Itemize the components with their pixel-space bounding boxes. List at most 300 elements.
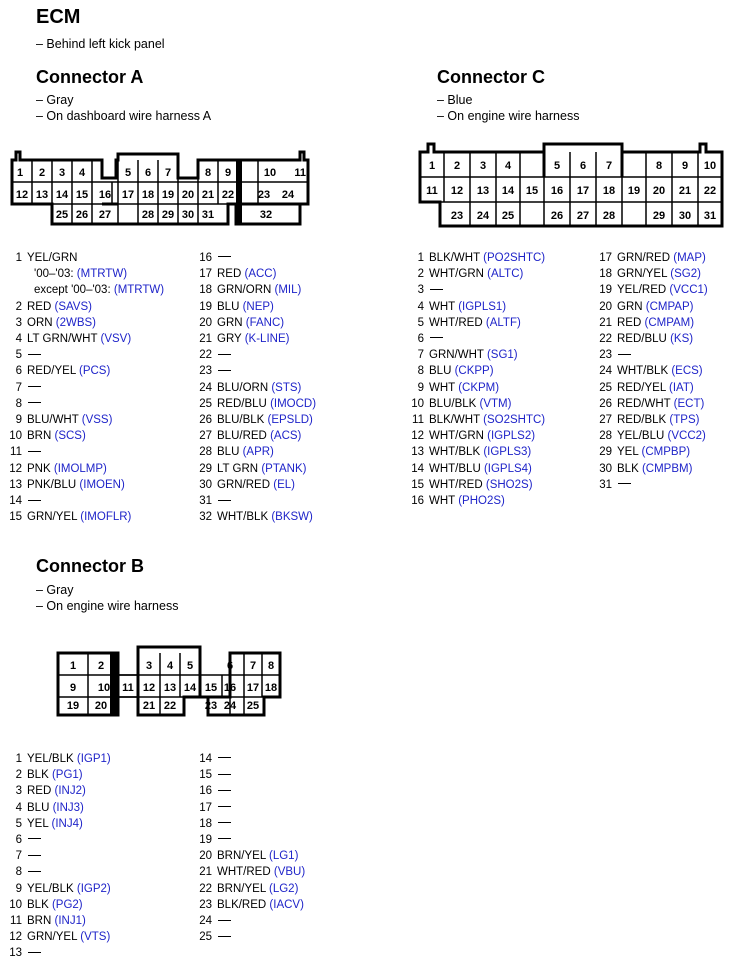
- svg-text:15: 15: [525, 185, 539, 197]
- wire-color: GRN: [617, 300, 643, 313]
- svg-text:7: 7: [164, 167, 172, 179]
- pin-row: [590, 299, 708, 315]
- svg-text:3: 3: [479, 160, 487, 172]
- connector-c-diagram: [416, 140, 728, 232]
- signal-code: (2WBS): [55, 316, 97, 329]
- pin-number: 18: [199, 817, 212, 830]
- wire-color: LT GRN/WHT: [27, 333, 98, 346]
- svg-text:10: 10: [703, 160, 717, 172]
- wire-color: BLK: [617, 462, 639, 475]
- pin-number: 23: [599, 349, 612, 362]
- pin-number: 1: [417, 252, 424, 264]
- pin-row: [402, 266, 545, 282]
- svg-text:26: 26: [550, 210, 564, 222]
- pin-number: 7: [15, 850, 22, 863]
- pin-row: [0, 331, 164, 347]
- svg-text:19: 19: [627, 185, 641, 197]
- svg-text:18: 18: [264, 682, 278, 694]
- pin-row: [402, 315, 545, 331]
- pin-number: 20: [199, 850, 212, 863]
- signal-code: (MIL): [274, 284, 302, 297]
- pin-number: 2: [15, 769, 22, 782]
- unused-pin-dash: [218, 370, 231, 371]
- svg-text:28: 28: [602, 210, 616, 222]
- pin-row: [402, 282, 545, 298]
- wire-color: YEL/BLU: [617, 430, 665, 443]
- pin-number: 30: [599, 462, 612, 475]
- pin-number: 23: [199, 898, 212, 911]
- pin-number: 16: [411, 495, 424, 508]
- signal-code: (PG1): [51, 769, 83, 782]
- wire-color: RED/YEL: [27, 365, 76, 378]
- pin-row: [0, 347, 164, 363]
- pin-row: [190, 913, 305, 929]
- pin-number: 16: [199, 785, 212, 798]
- unused-pin-dash: [28, 838, 41, 839]
- pin-row: [190, 767, 305, 783]
- pin-number: 7: [417, 349, 424, 362]
- signal-code: (ECT): [673, 397, 705, 410]
- pin-row: [0, 461, 164, 477]
- connector-b-title: Connector B: [36, 556, 144, 576]
- pin-row: [190, 929, 305, 945]
- signal-code: (IGPLS4): [483, 462, 532, 475]
- pin-row: [0, 412, 164, 428]
- wire-color: PNK: [27, 462, 51, 475]
- pin-row: [590, 412, 708, 428]
- pin-number: 21: [599, 316, 612, 329]
- wire-color: WHT/GRN: [429, 268, 484, 281]
- pin-row: [402, 299, 545, 315]
- pin-number: 27: [199, 430, 212, 443]
- pin-number: 10: [9, 898, 22, 911]
- pin-number: 12: [9, 462, 22, 475]
- pin-row: [402, 412, 545, 428]
- wire-color: BRN/YEL: [217, 882, 266, 895]
- pin-number: 24: [199, 915, 212, 928]
- pin-number: 17: [199, 268, 212, 281]
- signal-code: (IGPLS1): [458, 300, 507, 313]
- pin-row: [190, 881, 305, 897]
- pin-number: 6: [15, 834, 22, 847]
- svg-text:7: 7: [605, 160, 613, 172]
- wire-color: BLK: [27, 769, 49, 782]
- svg-text:22: 22: [163, 700, 177, 712]
- pin-number: 28: [599, 430, 612, 443]
- pin-row: [0, 945, 111, 961]
- unused-pin-dash: [28, 855, 41, 856]
- wire-color: WHT/GRN: [429, 430, 484, 443]
- svg-text:6: 6: [226, 660, 234, 672]
- svg-text:4: 4: [78, 167, 86, 179]
- pin-number: 14: [411, 462, 424, 475]
- signal-code: (VCC2): [667, 430, 706, 443]
- pin-number: 2: [15, 300, 22, 313]
- pin-number: 6: [417, 333, 424, 346]
- wire-color: BRN: [27, 430, 52, 443]
- pin-row: [402, 428, 545, 444]
- svg-text:5: 5: [186, 660, 194, 672]
- pin-number: 13: [9, 947, 22, 960]
- connector-c-color: – Blue: [437, 93, 473, 107]
- svg-text:27: 27: [98, 209, 112, 221]
- pin-row: [190, 461, 316, 477]
- pin-number: 11: [412, 414, 424, 427]
- svg-text:14: 14: [183, 682, 197, 694]
- pin-row: [190, 864, 305, 880]
- signal-code: (IMOCD): [270, 397, 317, 410]
- pin-number: 3: [15, 785, 22, 798]
- svg-text:23: 23: [257, 189, 271, 201]
- svg-text:4: 4: [504, 160, 512, 172]
- wire-color: PNK/BLU: [27, 478, 77, 491]
- pin-row: [590, 428, 708, 444]
- pin-row: [190, 315, 316, 331]
- wire-color: GRN/ORN: [217, 284, 272, 297]
- signal-code: (MAP): [673, 252, 706, 264]
- connector-a-pins-col1: [0, 250, 164, 525]
- svg-text:9: 9: [224, 167, 232, 179]
- pin-row: [0, 493, 164, 509]
- svg-text:7: 7: [249, 660, 257, 672]
- unused-pin-dash: [218, 806, 231, 807]
- signal-code: (ECS): [671, 365, 703, 378]
- pin-number: 18: [599, 268, 612, 281]
- pin-row: [190, 299, 316, 315]
- signal-code: (ACC): [244, 268, 277, 281]
- signal-code: (MTRTW): [113, 284, 165, 297]
- connector-c-pins-col2: [590, 250, 708, 493]
- pin-row: [190, 751, 305, 767]
- pin-note-text: '00–'03:: [34, 268, 74, 281]
- wire-color: BLU/WHT: [27, 414, 79, 427]
- pin-number: 24: [599, 365, 612, 378]
- svg-text:16: 16: [223, 682, 237, 694]
- pin-row: [0, 800, 111, 816]
- svg-text:5: 5: [124, 167, 132, 179]
- svg-text:19: 19: [161, 189, 175, 201]
- pin-note-text: except '00–'03:: [34, 284, 111, 297]
- pin-row: [402, 380, 545, 396]
- pin-number: 3: [417, 284, 424, 297]
- svg-text:23: 23: [204, 700, 218, 712]
- svg-text:11: 11: [122, 682, 134, 694]
- pin-number: 13: [9, 478, 22, 491]
- signal-code: (INJ2): [54, 785, 86, 798]
- svg-text:2: 2: [97, 660, 105, 672]
- signal-code: (EPSLD): [267, 414, 313, 427]
- wire-color: YEL: [27, 817, 49, 830]
- pin-number: 29: [199, 462, 212, 475]
- pin-number: 15: [199, 769, 212, 782]
- pin-row: [590, 250, 708, 266]
- svg-text:17: 17: [246, 682, 260, 694]
- pin-number: 8: [15, 397, 22, 410]
- pin-number: 8: [417, 365, 424, 378]
- signal-code: (KS): [670, 333, 694, 346]
- wire-color: LT GRN: [217, 462, 259, 475]
- pin-number: 25: [199, 397, 212, 410]
- pin-row: [0, 929, 111, 945]
- pin-row: [590, 444, 708, 460]
- pin-row: [190, 800, 305, 816]
- svg-text:12: 12: [450, 185, 464, 197]
- svg-text:30: 30: [678, 210, 692, 222]
- pin-row: [190, 897, 305, 913]
- pin-row: [0, 509, 164, 525]
- svg-text:25: 25: [55, 209, 69, 221]
- svg-text:25: 25: [246, 700, 260, 712]
- svg-text:8: 8: [655, 160, 663, 172]
- pin-number: 17: [599, 252, 612, 264]
- connector-a-color: – Gray: [36, 93, 74, 107]
- pin-row: [190, 509, 316, 525]
- signal-code: (IMOEN): [79, 478, 125, 491]
- unused-pin-dash: [218, 757, 231, 758]
- signal-code: (SHO2S): [485, 478, 533, 491]
- svg-text:23: 23: [450, 210, 464, 222]
- svg-text:21: 21: [201, 189, 215, 201]
- signal-code: (PHO2S): [458, 495, 505, 508]
- pin-note: [0, 282, 164, 298]
- wire-color: GRN/YEL: [27, 931, 78, 944]
- pin-row: [190, 266, 316, 282]
- unused-pin-dash: [218, 256, 231, 257]
- connector-b-color: – Gray: [36, 583, 74, 597]
- signal-code: (STS): [271, 381, 302, 394]
- wire-color: BLU/BLK: [217, 414, 265, 427]
- svg-text:16: 16: [98, 189, 112, 201]
- signal-code: (MTRTW): [76, 268, 128, 281]
- svg-text:13: 13: [476, 185, 490, 197]
- wire-color: WHT/BLK: [617, 365, 669, 378]
- wire-color: RED/WHT: [617, 397, 671, 410]
- pin-row: [402, 477, 545, 493]
- svg-text:24: 24: [281, 189, 295, 201]
- svg-text:2: 2: [453, 160, 461, 172]
- pin-number: 3: [15, 316, 22, 329]
- pin-number: 5: [417, 316, 424, 329]
- signal-code: (PO2SHTC): [483, 252, 546, 264]
- wire-color: YEL/BLK: [27, 753, 74, 765]
- svg-text:20: 20: [181, 189, 195, 201]
- connector-c-pins-col1: [402, 250, 545, 509]
- ecm-location: – Behind left kick panel: [36, 37, 165, 51]
- connector-b-pins-col1: [0, 751, 111, 962]
- signal-code: (IGPLS2): [487, 430, 536, 443]
- pin-row: [0, 913, 111, 929]
- svg-text:8: 8: [204, 167, 212, 179]
- pin-row: [590, 331, 708, 347]
- wire-color: BLK/WHT: [429, 252, 480, 264]
- svg-text:31: 31: [201, 209, 215, 221]
- svg-text:15: 15: [75, 189, 89, 201]
- wire-color: GRN/YEL: [617, 268, 668, 281]
- wire-color: GRN/RED: [217, 478, 271, 491]
- pin-number: 22: [599, 333, 612, 346]
- svg-text:6: 6: [579, 160, 587, 172]
- signal-code: (CMPBP): [641, 446, 691, 459]
- svg-text:20: 20: [94, 700, 108, 712]
- pin-row: [190, 363, 316, 379]
- wire-color: GRN/WHT: [429, 349, 484, 362]
- unused-pin-dash: [218, 790, 231, 791]
- pin-number: 20: [599, 300, 612, 313]
- pin-number: 25: [199, 931, 212, 944]
- svg-text:29: 29: [161, 209, 175, 221]
- connector-a-pins-col2: [190, 250, 316, 525]
- pin-number: 22: [199, 349, 212, 362]
- wire-color: RED: [27, 785, 52, 798]
- connector-b-pins-col2: [190, 751, 305, 945]
- svg-text:18: 18: [602, 185, 616, 197]
- svg-text:16: 16: [550, 185, 564, 197]
- pin-row: [0, 864, 111, 880]
- signal-code: (CKPM): [458, 381, 500, 394]
- pin-number: 16: [199, 252, 212, 264]
- pin-row: [402, 461, 545, 477]
- pin-number: 8: [15, 866, 22, 879]
- svg-text:13: 13: [163, 682, 177, 694]
- svg-text:12: 12: [15, 189, 29, 201]
- pin-number: 29: [599, 446, 612, 459]
- svg-text:12: 12: [142, 682, 156, 694]
- wire-color: GRN: [217, 316, 243, 329]
- svg-text:29: 29: [652, 210, 666, 222]
- unused-pin-dash: [28, 952, 41, 953]
- svg-text:24: 24: [476, 210, 490, 222]
- pin-row: [0, 363, 164, 379]
- pin-row: [190, 832, 305, 848]
- signal-code: (INJ4): [51, 817, 83, 830]
- signal-code: (IGP2): [76, 882, 111, 895]
- pin-number: 10: [9, 430, 22, 443]
- wire-color: BLK/RED: [217, 898, 267, 911]
- pin-note: [0, 266, 164, 282]
- pin-number: 19: [599, 284, 612, 297]
- signal-code: (VTS): [80, 931, 111, 944]
- unused-pin-dash: [218, 936, 231, 937]
- pin-number: 9: [417, 381, 424, 394]
- svg-text:30: 30: [181, 209, 195, 221]
- pin-row: [0, 783, 111, 799]
- pin-number: 4: [417, 300, 424, 313]
- pin-row: [190, 428, 316, 444]
- pin-row: [402, 493, 545, 509]
- pin-row: [0, 816, 111, 832]
- pin-number: 9: [15, 882, 22, 895]
- svg-text:6: 6: [144, 167, 152, 179]
- signal-code: (CMPAP): [645, 300, 694, 313]
- svg-text:13: 13: [35, 189, 49, 201]
- signal-code: (PG2): [51, 898, 83, 911]
- wire-color: BLU/ORN: [217, 381, 269, 394]
- pin-number: 12: [9, 931, 22, 944]
- connector-a-harness: – On dashboard wire harness A: [36, 109, 212, 123]
- wire-color: RED/BLU: [217, 397, 267, 410]
- pin-number: 6: [15, 365, 22, 378]
- svg-text:9: 9: [681, 160, 689, 172]
- pin-row: [190, 444, 316, 460]
- pin-number: 24: [199, 381, 212, 394]
- pin-number: 1: [15, 753, 22, 765]
- wire-color: BRN/YEL: [217, 850, 266, 863]
- pin-row: [0, 299, 164, 315]
- signal-code: (IMOLMP): [53, 462, 107, 475]
- signal-code: (PTANK): [261, 462, 307, 475]
- pin-number: 14: [9, 495, 22, 508]
- wire-color: BLU: [217, 446, 240, 459]
- unused-pin-dash: [28, 386, 41, 387]
- wire-color: YEL/BLK: [27, 882, 74, 895]
- pin-row: [190, 493, 316, 509]
- svg-text:14: 14: [501, 185, 515, 197]
- svg-text:11: 11: [294, 167, 306, 179]
- svg-text:28: 28: [141, 209, 155, 221]
- unused-pin-dash: [28, 451, 41, 452]
- wire-color: WHT: [429, 495, 455, 508]
- pin-row: [190, 331, 316, 347]
- svg-text:19: 19: [66, 700, 80, 712]
- signal-code: (INJ3): [52, 801, 84, 814]
- svg-text:1: 1: [16, 167, 24, 179]
- pin-row: [0, 444, 164, 460]
- svg-text:17: 17: [576, 185, 590, 197]
- svg-text:21: 21: [678, 185, 692, 197]
- signal-code: (ALTF): [485, 316, 521, 329]
- pin-number: 5: [15, 817, 22, 830]
- svg-text:18: 18: [141, 189, 155, 201]
- pin-number: 23: [199, 365, 212, 378]
- wire-color: BRN: [27, 915, 52, 928]
- wire-color: YEL/GRN: [27, 252, 78, 264]
- pin-row: [190, 380, 316, 396]
- svg-text:32: 32: [259, 209, 273, 221]
- signal-code: (SAVS): [54, 300, 92, 313]
- pin-row: [590, 477, 708, 493]
- svg-text:31: 31: [703, 210, 717, 222]
- wire-color: BLU: [429, 365, 452, 378]
- pin-row: [590, 347, 708, 363]
- unused-pin-dash: [618, 483, 631, 484]
- wire-color: WHT: [429, 300, 455, 313]
- connector-c-title: Connector C: [437, 67, 545, 87]
- pin-number: 20: [199, 316, 212, 329]
- pin-number: 4: [15, 333, 22, 346]
- wire-color: YEL: [617, 446, 639, 459]
- pin-row: [590, 396, 708, 412]
- signal-code: (CMPBM): [641, 462, 693, 475]
- pin-number: 31: [199, 495, 212, 508]
- pin-number: 10: [411, 397, 424, 410]
- signal-code: (CMPAM): [644, 316, 695, 329]
- signal-code: (BKSW): [271, 511, 313, 524]
- svg-text:1: 1: [428, 160, 436, 172]
- pin-number: 18: [199, 284, 212, 297]
- svg-text:21: 21: [142, 700, 156, 712]
- svg-text:25: 25: [501, 210, 515, 222]
- wire-color: GRN/YEL: [27, 511, 78, 524]
- svg-text:15: 15: [204, 682, 218, 694]
- pin-number: 31: [599, 478, 612, 491]
- pin-row: [590, 315, 708, 331]
- signal-code: (SG2): [670, 268, 701, 281]
- pin-row: [190, 396, 316, 412]
- signal-code: (ALTC): [487, 268, 524, 281]
- pin-number: 32: [199, 511, 212, 524]
- pin-row: [402, 444, 545, 460]
- pin-row: [190, 250, 316, 266]
